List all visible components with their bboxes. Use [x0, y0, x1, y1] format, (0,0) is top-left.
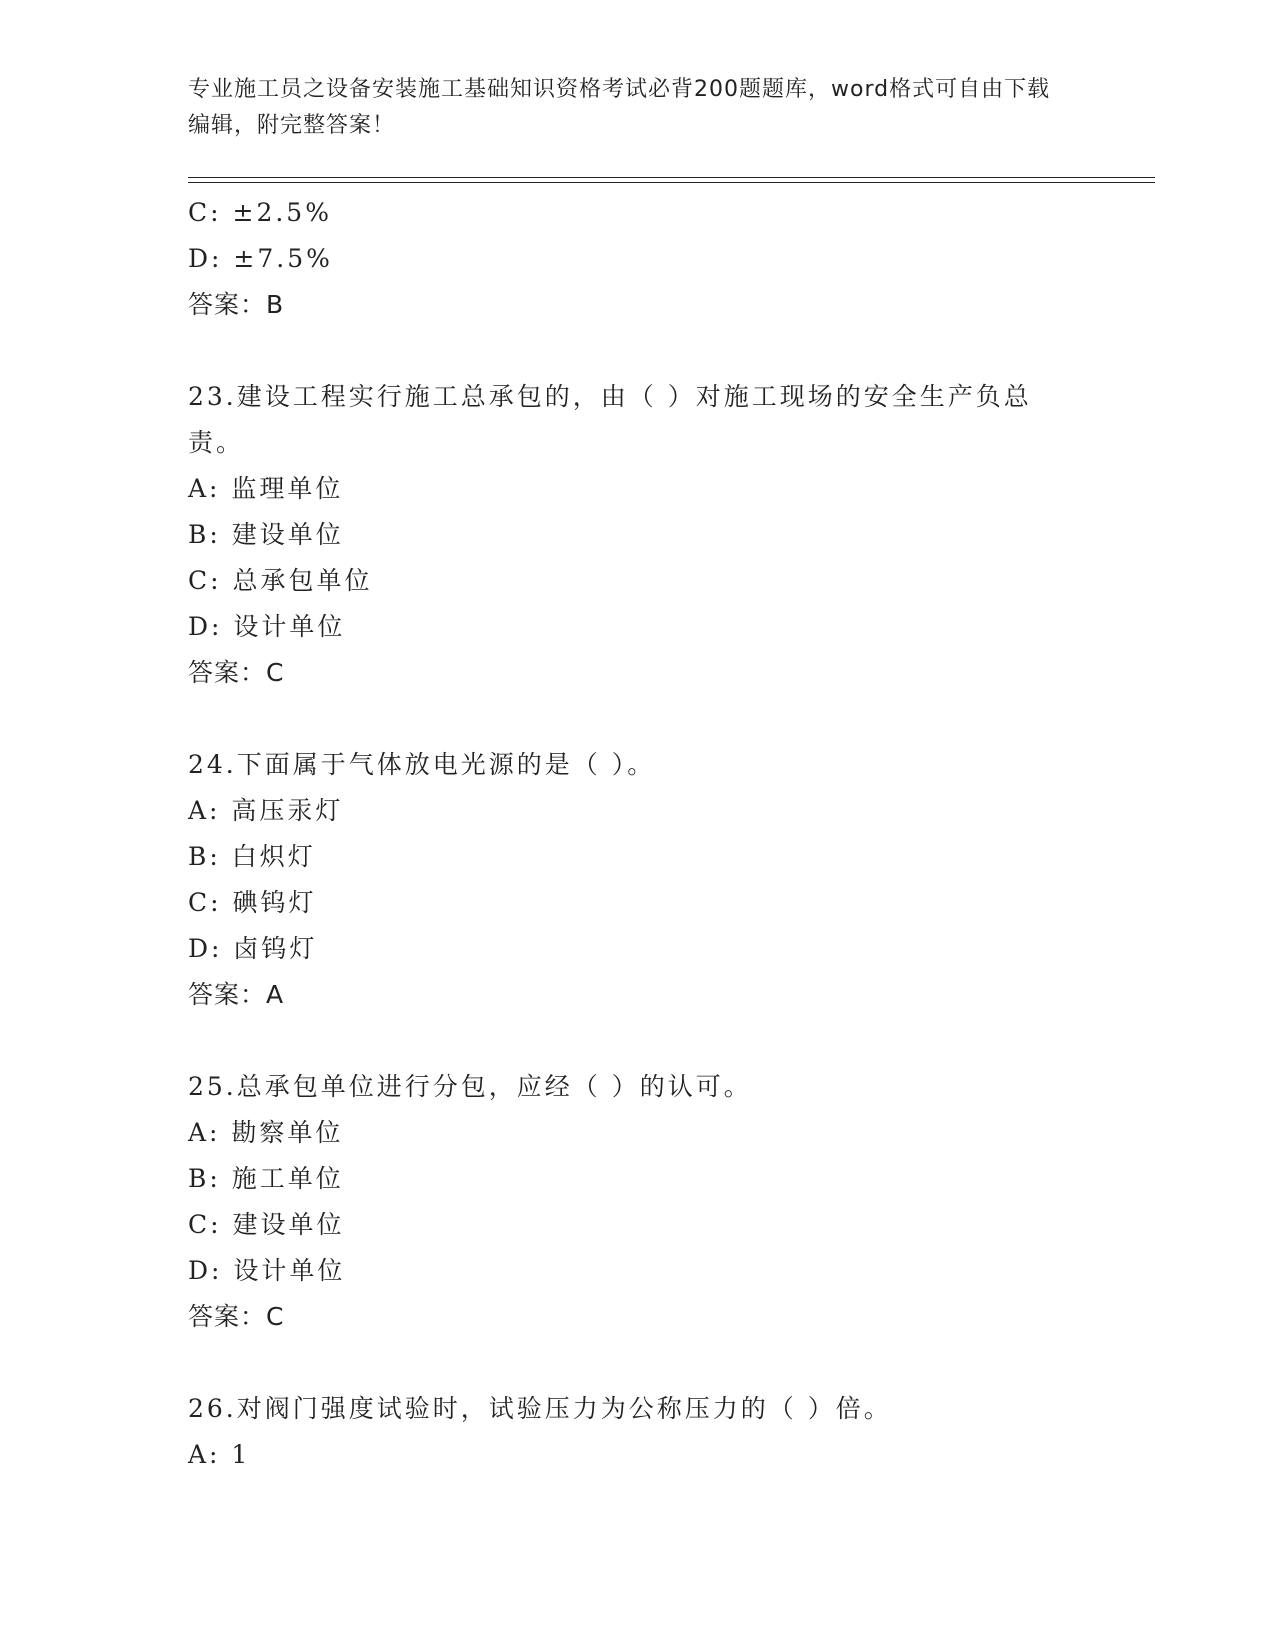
option-d: D: 设计单位 — [188, 612, 346, 641]
header-divider-top — [188, 177, 1155, 178]
option-a: A: 监理单位 — [188, 474, 344, 503]
option-a: A: 勘察单位 — [188, 1118, 344, 1147]
header-divider-bottom — [188, 182, 1155, 183]
question-stem: 24.下面属于气体放电光源的是（ ）。 — [188, 750, 656, 779]
option-c: C: ±2.5% — [188, 198, 332, 227]
option-b: B: 白炽灯 — [188, 842, 316, 871]
option-a: A: 1 — [188, 1440, 251, 1469]
spacer — [188, 1018, 1088, 1064]
question-fragment — [188, 190, 1088, 328]
option-d: D: ±7.5% — [188, 244, 333, 273]
question-stem: 26.对阀门强度试验时，试验压力为公称压力的（ ）倍。 — [188, 1394, 892, 1423]
option-c: C: 总承包单位 — [188, 566, 373, 595]
option-d: D: 设计单位 — [188, 1256, 346, 1285]
answer-line: 答案：A — [188, 980, 285, 1009]
document-header — [188, 72, 1068, 144]
answer-line: 答案：C — [188, 1302, 285, 1331]
question-25 — [188, 1064, 1088, 1340]
header-title: 专业施工员之设备安装施工基础知识资格考试必背200题题库，word格式可自由下载编辑，附完整答案！ — [188, 77, 1051, 138]
question-list — [188, 190, 1088, 1478]
spacer — [188, 696, 1088, 742]
option-c: C: 建设单位 — [188, 1210, 345, 1239]
option-b: B: 施工单位 — [188, 1164, 344, 1193]
option-d: D: 卤钨灯 — [188, 934, 318, 963]
option-b: B: 建设单位 — [188, 520, 344, 549]
option-a: A: 高压汞灯 — [188, 796, 344, 825]
question-24 — [188, 742, 1088, 1018]
spacer — [188, 328, 1088, 374]
question-23 — [188, 374, 1088, 696]
option-c: C: 碘钨灯 — [188, 888, 317, 917]
answer-line: 答案：B — [188, 290, 285, 319]
question-26 — [188, 1386, 1088, 1478]
spacer — [188, 1340, 1088, 1386]
answer-line: 答案：C — [188, 658, 285, 687]
question-stem: 23.建设工程实行施工总承包的，由（ ）对施工现场的安全生产负总责。 — [188, 382, 1032, 457]
question-stem: 25.总承包单位进行分包，应经（ ）的认可。 — [188, 1072, 752, 1101]
